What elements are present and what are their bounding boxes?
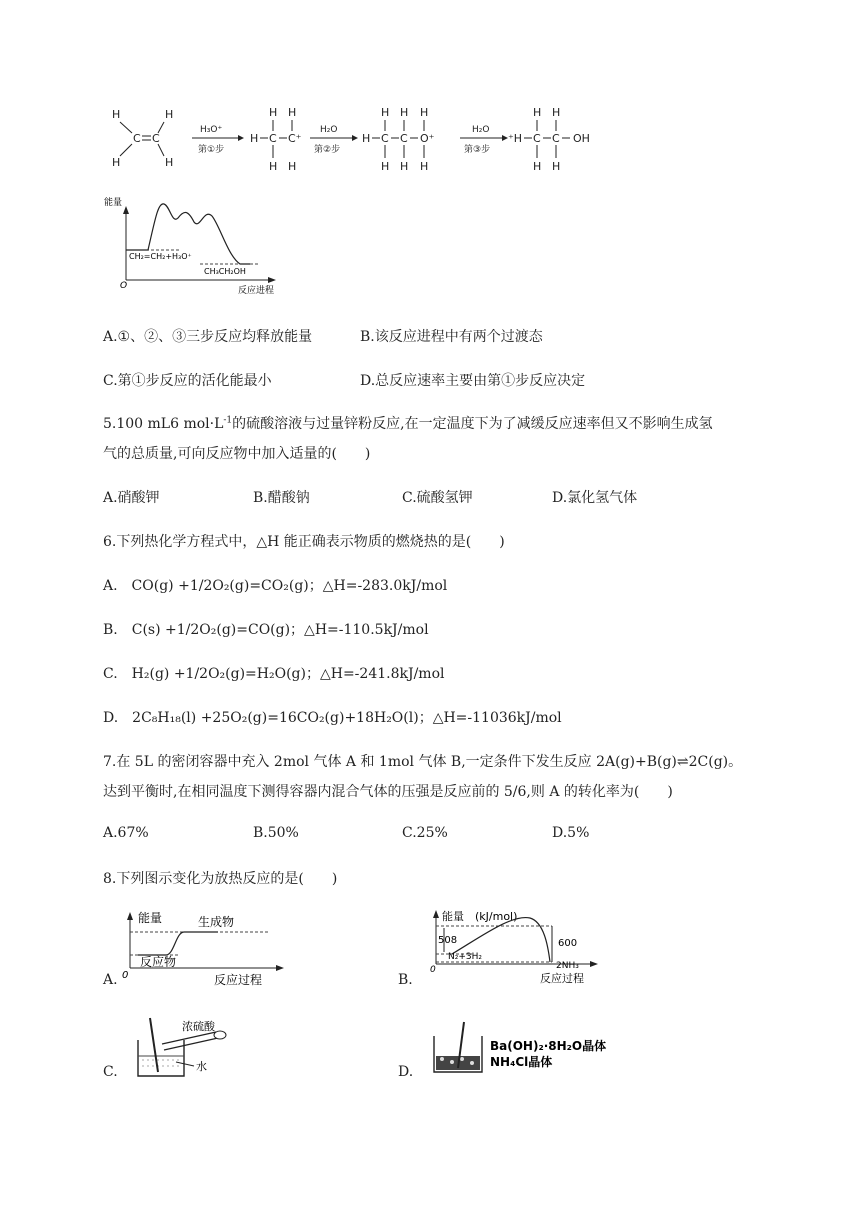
svg-text:第②步: 第②步 [314,145,341,155]
q5-option-d: D.氯化氢气体 [552,490,638,506]
svg-text:O: O [120,281,128,291]
q7-option-b: B.50% [253,825,299,841]
svg-text:水: 水 [196,1060,207,1073]
svg-text:浓硫酸: 浓硫酸 [182,1020,215,1033]
product-label: CH₃CH₂OH [204,267,246,276]
svg-text:能量: 能量 [138,911,163,925]
svg-text:H: H [112,156,121,169]
q5-option-a: A.硝酸钾 [103,490,160,506]
svg-text:NH₄Cl晶体: NH₄Cl晶体 [490,1055,553,1069]
svg-text:C: C [269,132,277,145]
q5-stem-line1: 5.100 mL6 $mol\cdot L^{-1}$的硫酸溶液与过量锌粉反应,在一定温度下为了减缓反应速率但又不影响生成氢 [103,415,713,432]
svg-text:2NH₃: 2NH₃ [556,961,579,971]
q7-stem-line1: 7.在 5L 的密闭容器中充入 2mol 气体 A 和 1mol 气体 B,一定条件下发生反应 2A(g)+B(g)⇌2C(g)。 [103,754,743,770]
q5-option-b: B.醋酸钠 [253,490,310,506]
svg-text:H₃O⁺: H₃O⁺ [200,125,223,135]
progress-axis-label: 反应进程 [238,286,275,296]
q6-stem: 6.下列热化学方程式中，△H 能正确表示物质的燃烧热的是( ) [103,534,505,550]
q7-option-d: D.5% [552,825,590,841]
svg-text:⁺H: ⁺H [508,132,523,145]
q8-label-a: A. [103,972,118,988]
svg-text:生成物: 生成物 [198,915,235,929]
q7-stem-line2: 达到平衡时,在相同温度下测得容器内混合气体的压强是反应前的 5/6,则 A 的转化率为( ) [103,784,673,800]
q5-stem-line2: 气的总质量,可向反应物中加入适量的( ) [103,446,371,462]
svg-text:H: H [400,160,409,173]
svg-text:C: C [552,132,560,145]
svg-text:600: 600 [558,938,578,949]
q8-label-b: B. [398,972,413,988]
svg-text:H: H [400,106,409,119]
svg-text:H: H [362,132,371,145]
q8-figure-d [428,1018,648,1078]
svg-text:OH: OH [573,132,590,145]
svg-text:C⁺: C⁺ [288,132,302,145]
q6-option-c: C. H₂(g) +1/2O₂(g)=H₂O(g)；△H=-241.8kJ/mol [103,666,445,682]
q4-option-c: C.第①步反应的活化能最小 [103,373,272,389]
q6-option-a: A. CO(g) +1/2O₂(g)=CO₂(g)；△H=-283.0kJ/mol [103,578,448,594]
q8-figure-c [128,1012,268,1084]
svg-text:H: H [533,106,542,119]
svg-text:H: H [269,160,278,173]
svg-text:反应物: 反应物 [140,955,177,969]
svg-text:C: C [133,132,141,145]
svg-text:0: 0 [430,965,436,975]
svg-text:H: H [269,106,278,119]
svg-text:N₂+3H₂: N₂+3H₂ [448,952,482,962]
svg-text:508: 508 [438,935,458,946]
svg-text:Ba(OH)₂·8H₂O晶体: Ba(OH)₂·8H₂O晶体 [490,1039,607,1053]
svg-text:第③步: 第③步 [464,145,491,155]
q8-label-d: D. [398,1064,414,1080]
q7-option-a: A.67% [103,825,149,841]
svg-text:H: H [165,108,174,121]
q4-option-d: D.总反应速率主要由第①步反应决定 [360,373,586,389]
svg-text:H: H [381,160,390,173]
q8-label-c: C. [103,1064,118,1080]
q8-figure-a [118,908,298,988]
atom-h: H [112,108,121,121]
q6-option-b: B. C(s) +1/2O₂(g)=CO(g)；△H=-110.5kJ/mol [103,622,429,638]
svg-text:H₂O: H₂O [320,125,338,135]
energy-axis-label: 能量 [104,198,123,208]
q4-option-a: A.①、②、③三步反应均释放能量 [103,329,313,345]
svg-text:H: H [165,156,174,169]
svg-text:C: C [152,132,160,145]
svg-text:H: H [250,132,259,145]
energy-profile-diagram [100,190,290,300]
svg-text:C: C [400,132,408,145]
svg-text:能量 (kJ/mol): 能量 (kJ/mol) [442,910,518,923]
q8-figure-b [412,906,612,988]
q4-option-b: B.该反应进程中有两个过渡态 [360,329,543,345]
svg-text:C: C [533,132,541,145]
svg-text:H: H [381,106,390,119]
svg-text:H: H [533,160,542,173]
q5-option-c: C.硫酸氢钾 [402,490,473,506]
svg-text:C: C [381,132,389,145]
q7-option-c: C.25% [402,825,448,841]
q8-stem: 8.下列图示变化为放热反应的是( ) [103,871,338,887]
svg-text:H: H [552,106,561,119]
svg-text:H: H [288,160,297,173]
svg-text:H: H [420,160,429,173]
reaction-mechanism [100,100,620,180]
svg-text:反应过程: 反应过程 [540,972,584,985]
svg-text:反应过程: 反应过程 [214,973,263,987]
reactant-label: CH₂=CH₂+H₃O⁺ [129,252,192,261]
svg-text:0: 0 [122,970,129,981]
svg-text:第①步: 第①步 [198,145,225,155]
svg-text:O⁺: O⁺ [420,132,435,145]
svg-text:H: H [420,106,429,119]
q6-option-d: D. 2C₈H₁₈(l) +25O₂(g)=16CO₂(g)+18H₂O(l)；△H=-11036kJ/mol [103,710,562,726]
svg-text:H: H [552,160,561,173]
svg-text:H: H [288,106,297,119]
svg-text:H₂O: H₂O [472,125,490,135]
